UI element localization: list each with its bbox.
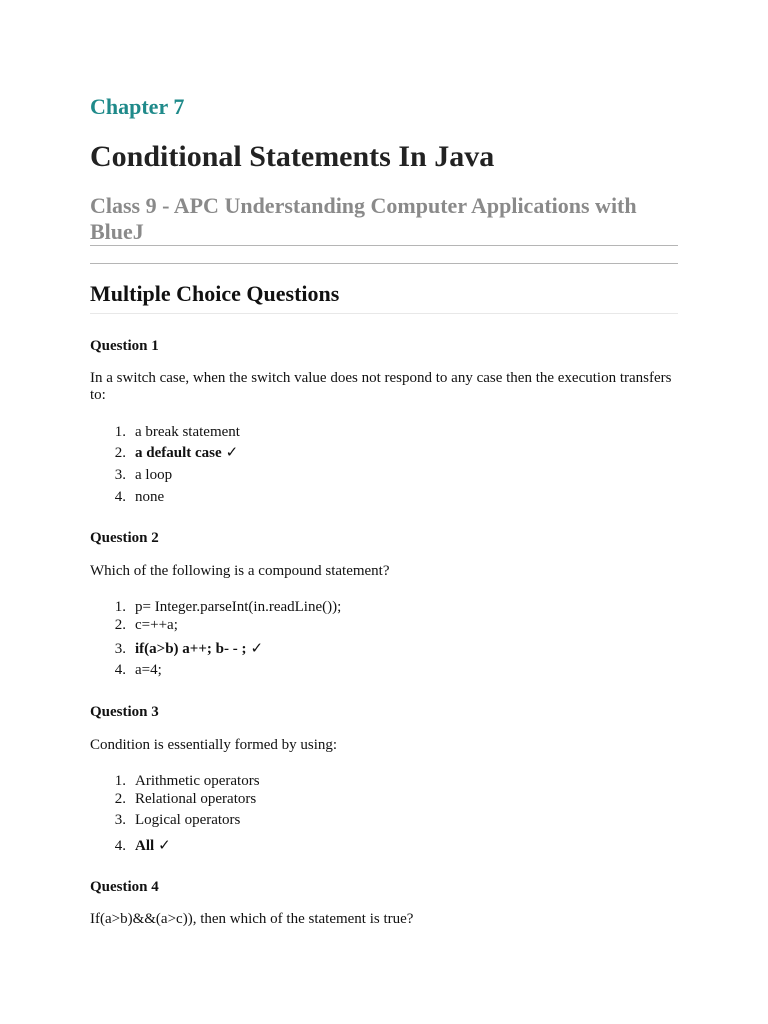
option-text: Logical operators bbox=[135, 812, 241, 828]
option-number: 3. bbox=[114, 812, 126, 828]
option-text: a break statement bbox=[135, 424, 240, 440]
option-text: p= Integer.parseInt(in.readLine()); bbox=[135, 599, 342, 615]
option-number: 2. bbox=[114, 791, 126, 807]
question-text: If(a>b)&&(a>c)), then which of the statement is true? bbox=[90, 911, 414, 927]
question-text: Condition is essentially formed by using: bbox=[90, 737, 338, 753]
question-text: In a switch case, when the switch value does not respond to any case then the execution transfers to: bbox=[90, 370, 672, 403]
question-block bbox=[90, 703, 678, 854]
option-text: All bbox=[135, 838, 155, 854]
list-item bbox=[90, 836, 171, 855]
list-item bbox=[90, 811, 240, 829]
section-title: Multiple Choice Questions bbox=[90, 281, 340, 306]
question-heading: Question 4 bbox=[90, 879, 159, 895]
list-item bbox=[90, 466, 172, 484]
question-heading: Question 2 bbox=[90, 530, 159, 546]
option-number: 2. bbox=[114, 617, 126, 633]
divider bbox=[90, 263, 678, 264]
option-text: none bbox=[135, 489, 165, 505]
list-item bbox=[90, 443, 238, 462]
question-heading: Question 1 bbox=[90, 338, 159, 354]
option-number: 1. bbox=[114, 773, 126, 789]
question-heading: Question 3 bbox=[90, 704, 159, 720]
list-item bbox=[90, 639, 263, 658]
checkmark-icon: ✓ bbox=[158, 836, 171, 854]
divider bbox=[90, 245, 678, 246]
option-number: 4. bbox=[114, 838, 126, 854]
option-number: 4. bbox=[114, 489, 126, 505]
option-number: 4. bbox=[114, 662, 126, 678]
question-text: Which of the following is a compound statement? bbox=[90, 563, 390, 579]
option-text: a=4; bbox=[135, 662, 162, 678]
page-subtitle: Class 9 - APC Understanding Computer Applications with BlueJ bbox=[90, 193, 637, 244]
question-block bbox=[90, 878, 678, 927]
option-text: a default case bbox=[135, 445, 222, 461]
list-item bbox=[90, 772, 260, 790]
checkmark-icon: ✓ bbox=[250, 639, 264, 657]
list-item bbox=[90, 790, 256, 808]
question-block bbox=[90, 529, 678, 678]
list-item bbox=[90, 423, 240, 441]
list-item bbox=[90, 598, 341, 616]
divider bbox=[90, 313, 678, 314]
option-text: c=++a; bbox=[135, 617, 178, 633]
list-item bbox=[90, 488, 164, 506]
chapter-label: Chapter 7 bbox=[90, 94, 185, 119]
option-number: 3. bbox=[114, 641, 126, 657]
page-title: Conditional Statements In Java bbox=[90, 140, 495, 173]
question-block bbox=[90, 337, 678, 505]
option-number: 1. bbox=[114, 424, 126, 440]
option-text: Relational operators bbox=[135, 791, 257, 807]
option-text: Arithmetic operators bbox=[135, 773, 260, 789]
checkmark-icon: ✓ bbox=[225, 443, 239, 461]
option-number: 2. bbox=[114, 445, 126, 461]
option-number: 1. bbox=[114, 599, 126, 615]
option-text: if(a>b) a++; b- - ; bbox=[135, 641, 247, 657]
list-item bbox=[90, 616, 178, 634]
list-item bbox=[90, 661, 162, 679]
option-text: a loop bbox=[135, 467, 173, 483]
option-number: 3. bbox=[114, 467, 126, 483]
